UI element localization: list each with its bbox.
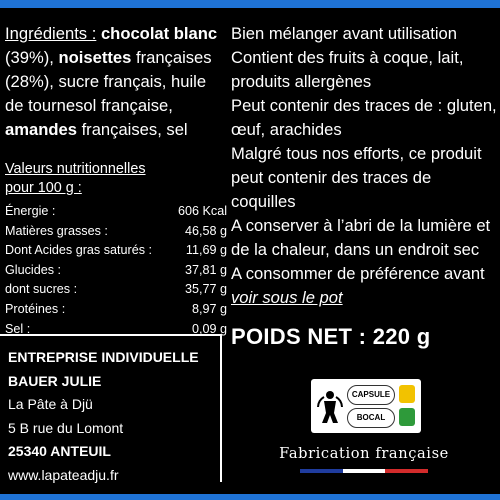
nutrition-row [5, 202, 227, 222]
nutrition-title-line2: pour 100 g : [5, 180, 82, 196]
company-street: 5 B rue du Lomont [8, 419, 124, 436]
info-traces: Peut contenir des traces de : gluten, œuf, arachides [231, 96, 497, 139]
nutrition-label: Matières grasses : [5, 223, 108, 238]
company-owner: BAUER JULIE [8, 372, 102, 389]
top-accent-bar [0, 0, 500, 8]
triman-icon [315, 387, 345, 425]
company-type: ENTREPRISE INDIVIDUELLE [8, 349, 199, 365]
recycling-capsule-label: CAPSULE [347, 385, 395, 405]
left-column [5, 22, 227, 339]
nutrition-table [5, 202, 227, 339]
ingredient-text: (39%), [5, 48, 59, 67]
nutrition-label: Sel : [5, 321, 31, 336]
nutrition-value: 8,97 g [191, 301, 227, 316]
info-best-before: A consommer de préférence avant [231, 264, 485, 283]
nutrition-value: 0,09 g [191, 321, 227, 336]
nutrition-value: 37,81 g [184, 262, 227, 277]
company-city: 25340 ANTEUIL [8, 443, 111, 459]
nutrition-label: dont sucres : [5, 282, 78, 297]
info-mix: Bien mélanger avant utilisation [231, 24, 457, 43]
nutrition-label: Glucides : [5, 262, 61, 277]
nutrition-row [5, 300, 227, 320]
nutrition-label: Dont Acides gras saturés : [5, 243, 152, 258]
nutrition-value: 11,69 g [185, 243, 227, 258]
ingredient-bold: chocolat blanc [100, 24, 218, 43]
info-storage: A conserver à l’abri de la lumière et de la chaleur, dans un endroit sec [231, 216, 491, 259]
french-flag-stripe [300, 469, 428, 473]
recycling-jar-label: BOCAL [347, 408, 395, 428]
recycling-info [311, 379, 421, 433]
yellow-bin-icon [399, 385, 415, 403]
nutrition-value: 46,58 g [184, 223, 227, 238]
nutrition-label: Énergie : [5, 204, 56, 218]
nutrition-value: 606 Kcal [177, 204, 227, 218]
nutrition-value: 35,77 g [184, 282, 227, 297]
info-allergens: Contient des fruits à coque, lait, produits allergènes [231, 48, 464, 91]
ingredient-bold: amandes [5, 120, 77, 139]
company-website: www.lapateadju.fr [8, 466, 119, 483]
right-column [231, 22, 500, 350]
info-shells: Malgré tous nos efforts, ce produit peut contenir des traces de coquilles [231, 144, 482, 211]
nutrition-row [5, 280, 227, 300]
nutrition-row [5, 222, 227, 242]
made-in-france-text: Fabrication française [279, 445, 449, 462]
company-box [0, 334, 222, 482]
nutrition-title [5, 160, 227, 198]
ingredients-text [5, 22, 227, 142]
net-weight: POIDS NET : 220 g [231, 324, 431, 349]
company-brand: La Pâte à Djü [8, 396, 93, 412]
ingredients-label: Ingrédients : [5, 24, 97, 43]
ingredient-text: françaises, sel [76, 120, 188, 139]
bottom-accent-bar [0, 494, 500, 500]
nutrition-title-line1: Valeurs nutritionnelles [5, 161, 146, 177]
ingredient-text: françaises (28%), sucre français, huile de tournesol française, [5, 48, 212, 115]
green-bin-icon [399, 408, 415, 426]
nutrition-row [5, 261, 227, 281]
info-see-jar: voir sous le pot [231, 288, 343, 307]
nutrition-row [5, 241, 227, 261]
ingredient-bold: noisettes [58, 48, 132, 67]
nutrition-label: Protéines : [5, 301, 66, 316]
